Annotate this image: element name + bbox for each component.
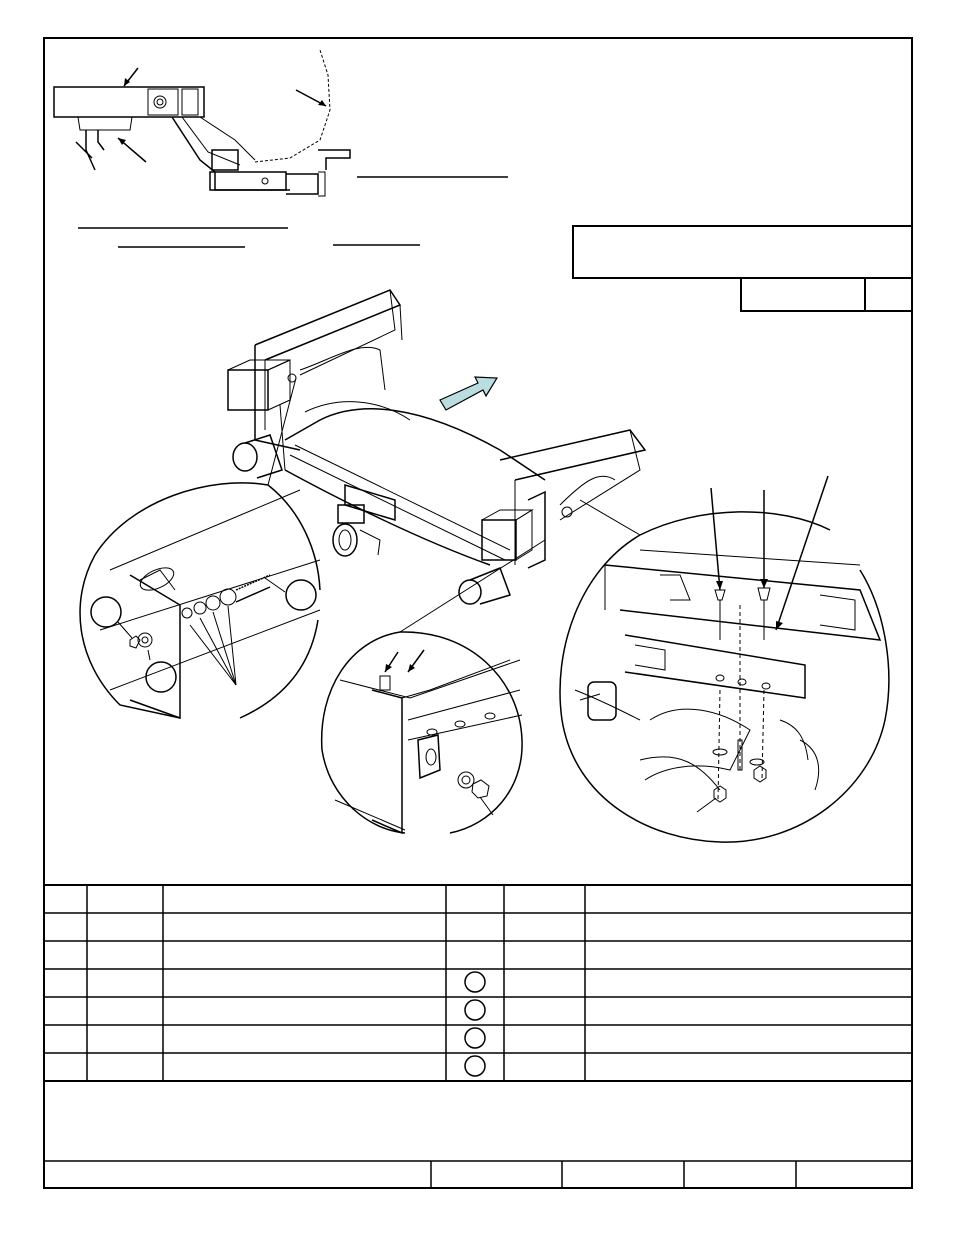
circle-callout-icon bbox=[465, 1056, 485, 1076]
left-detail-view bbox=[80, 378, 320, 718]
hitch-assembly bbox=[228, 290, 645, 604]
side-view-detail bbox=[54, 50, 508, 196]
parts-table bbox=[44, 885, 912, 1081]
circle-callout-icon bbox=[465, 1028, 485, 1048]
circle-callout-icon bbox=[286, 580, 316, 610]
circle-callout-icon bbox=[465, 972, 485, 992]
middle-detail-view bbox=[322, 540, 545, 833]
circle-callout-icon bbox=[465, 1000, 485, 1020]
circle-callout-icon bbox=[146, 662, 176, 692]
footer-block bbox=[44, 1161, 912, 1188]
circle-callout-icon bbox=[91, 597, 121, 627]
forward-arrow-icon bbox=[440, 377, 497, 410]
title-block bbox=[573, 226, 912, 311]
right-detail-view bbox=[560, 476, 889, 842]
